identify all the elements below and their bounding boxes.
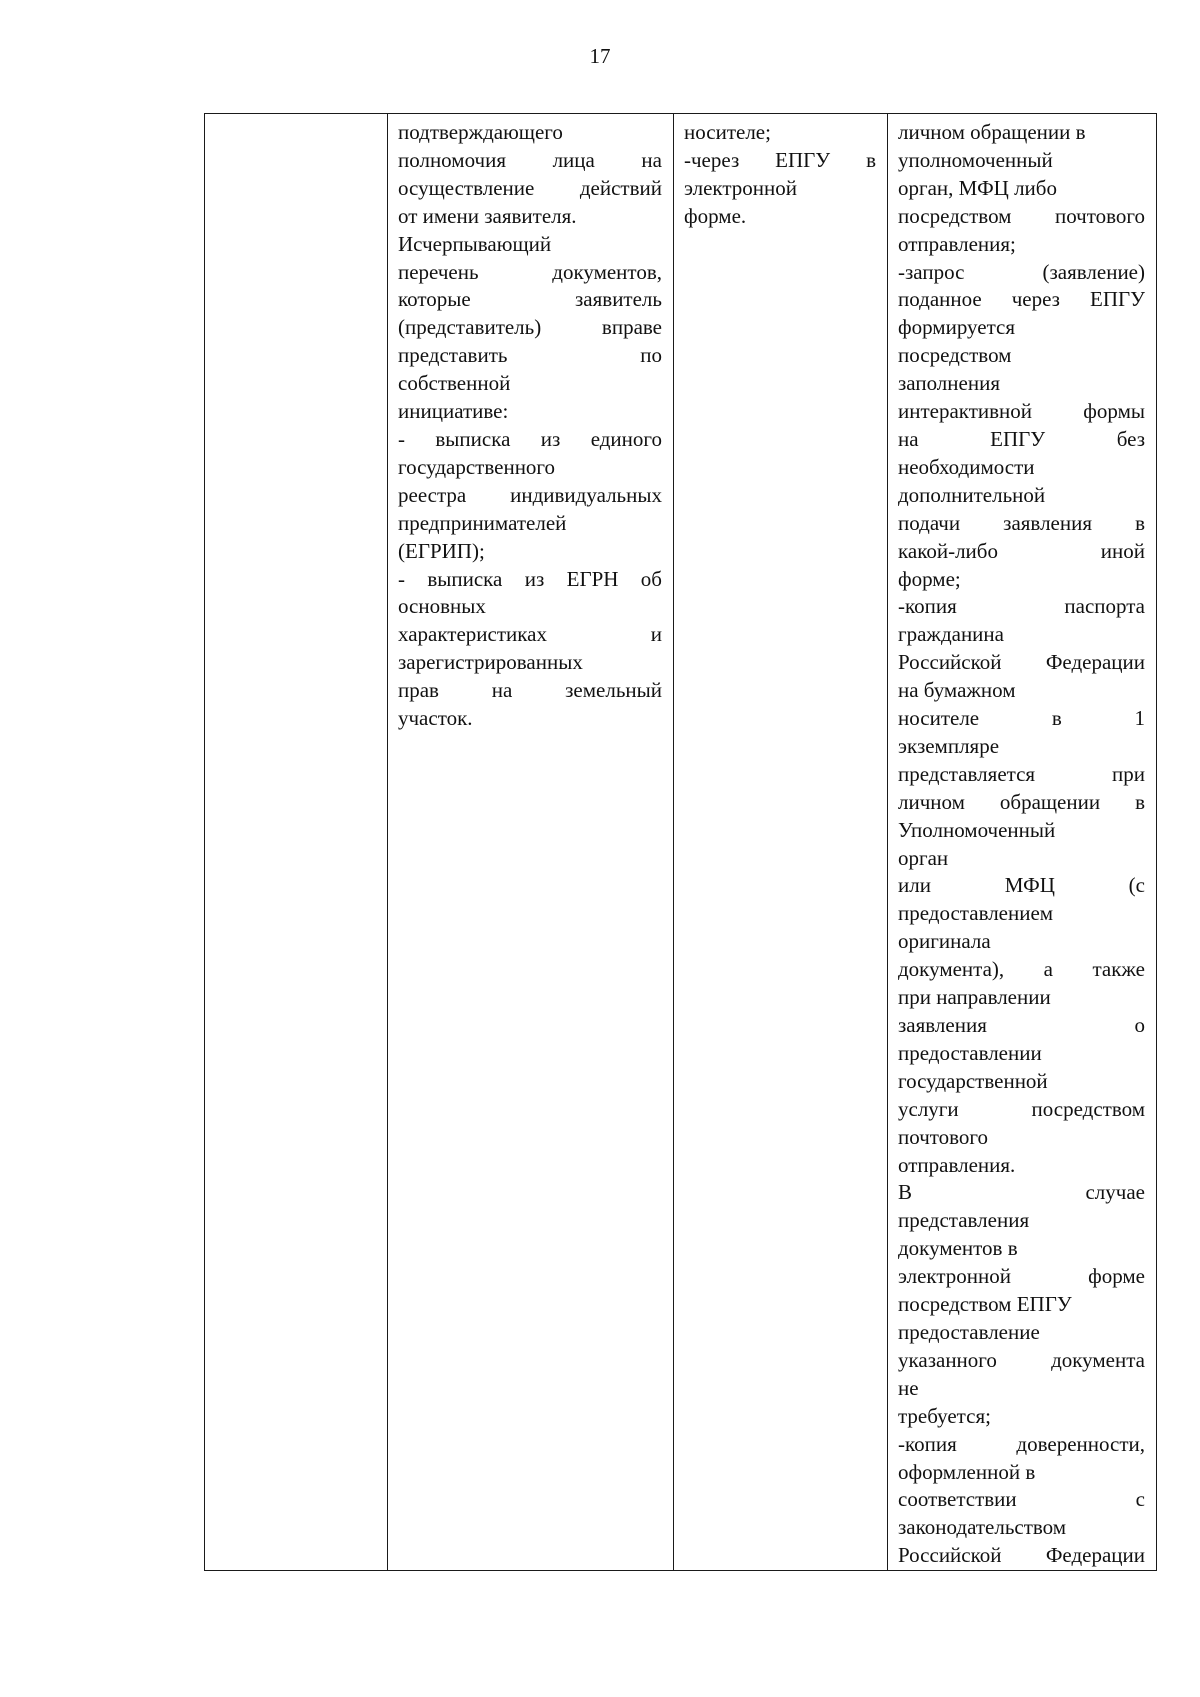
table-cell-submission-method <box>674 114 888 1571</box>
cell-line: орган <box>898 845 949 870</box>
cell-line: почтового <box>898 1124 989 1149</box>
cell-line: участок. <box>398 706 473 731</box>
cell-line: электронной <box>684 175 798 200</box>
cell-line: какой-либо иной <box>898 538 1145 563</box>
cell-line: дополнительной <box>898 482 1046 507</box>
cell-line: В случае <box>898 1180 1145 1205</box>
cell-line: необходимости <box>898 454 1035 479</box>
cell-line: (представитель) вправе <box>398 315 662 340</box>
cell-line: (ЕГРИП); <box>398 538 485 563</box>
cell-line: -копия доверенности, <box>898 1431 1145 1456</box>
cell-line: требуется; <box>898 1403 991 1428</box>
cell-line: представить по <box>398 343 662 368</box>
cell-line: -копия паспорта <box>898 594 1145 619</box>
cell-line: услуги посредством <box>898 1096 1145 1121</box>
cell-line: зарегистрированных <box>398 650 583 675</box>
cell-line: предоставлением <box>898 901 1054 926</box>
cell-line: указанного документа <box>898 1347 1145 1372</box>
cell-line: представляется при <box>898 761 1145 786</box>
cell-line: документа), а также <box>898 957 1145 982</box>
cell-paragraph <box>898 119 1145 1570</box>
cell-line: государственной <box>898 1068 1048 1093</box>
cell-line: носителе; <box>684 120 771 144</box>
table-row <box>205 114 1157 1571</box>
cell-line: заполнения <box>898 371 1000 396</box>
cell-line: основных <box>398 594 486 619</box>
cell-line: собственной <box>398 371 511 396</box>
cell-line: предоставлении <box>898 1040 1042 1065</box>
table-cell-documents-list <box>388 114 674 1571</box>
cell-line: осуществление действий <box>398 175 662 200</box>
cell-line: характеристиках и <box>398 622 662 647</box>
cell-line: отправления; <box>898 231 1016 256</box>
cell-line: на ЕПГУ без <box>898 426 1145 451</box>
cell-line: посредством <box>898 343 1012 368</box>
cell-line: посредством почтового <box>898 203 1145 228</box>
cell-line: документов в <box>898 1236 1018 1261</box>
cell-line: -через ЕПГУ в <box>684 147 876 172</box>
cell-line: отправления. <box>898 1152 1016 1177</box>
cell-line: - выписка из ЕГРН об <box>398 566 662 591</box>
cell-line: оригинала <box>898 929 991 954</box>
table-cell-empty <box>205 114 388 1571</box>
cell-line: представления <box>898 1208 1030 1233</box>
cell-line: предпринимателей <box>398 510 567 535</box>
cell-line: на бумажном <box>898 678 1016 703</box>
cell-line: экземпляре <box>898 733 1000 758</box>
cell-line: не <box>898 1375 919 1400</box>
cell-paragraph <box>684 119 876 231</box>
cell-line: Исчерпывающий <box>398 231 552 256</box>
cell-line: инициативе: <box>398 399 509 424</box>
cell-line: соответствии с <box>898 1487 1145 1512</box>
cell-line: посредством ЕПГУ <box>898 1292 1072 1317</box>
cell-line: заявления о <box>898 1013 1145 1037</box>
cell-line: личном обращении в <box>898 789 1145 814</box>
cell-line: прав на земельный <box>398 678 662 703</box>
page-number: 17 <box>589 44 611 68</box>
cell-line: реестра индивидуальных <box>398 482 662 507</box>
cell-line: - выписка из единого <box>398 426 662 451</box>
cell-line: государственного <box>398 454 556 479</box>
cell-line: форме; <box>898 566 961 591</box>
cell-line: подачи заявления в <box>898 510 1145 535</box>
cell-line: электронной форме <box>898 1264 1145 1289</box>
cell-line: подтверждающего <box>398 120 563 144</box>
cell-line: предоставление <box>898 1319 1040 1344</box>
cell-line: носителе в 1 <box>898 706 1145 731</box>
cell-line: при направлении <box>898 985 1051 1010</box>
cell-line: или МФЦ (с <box>898 873 1145 898</box>
cell-line: Российской Федерации <box>898 650 1145 675</box>
cell-line: от имени заявителя. <box>398 203 577 228</box>
table-cell-submission-details <box>888 114 1157 1571</box>
cell-line: оформленной в <box>898 1459 1036 1484</box>
cell-line: гражданина <box>898 622 1004 647</box>
cell-line: которые заявитель <box>398 287 662 312</box>
cell-line: -запрос (заявление) <box>898 259 1145 284</box>
cell-line: форме. <box>684 203 747 228</box>
cell-line: Уполномоченный <box>898 817 1056 842</box>
cell-line: полномочия лица на <box>398 147 662 172</box>
cell-line: законодательством <box>898 1515 1067 1540</box>
cell-line: формируется <box>898 315 1015 340</box>
cell-line: интерактивной формы <box>898 399 1145 424</box>
cell-line: личном обращении в <box>898 120 1086 144</box>
cell-line: Российской Федерации <box>898 1543 1145 1568</box>
cell-line: уполномоченный <box>898 147 1053 172</box>
cell-line: поданное через ЕПГУ <box>898 287 1145 312</box>
cell-paragraph <box>398 119 662 733</box>
cell-line: орган, МФЦ либо <box>898 175 1057 200</box>
requirements-table <box>204 113 1157 1571</box>
cell-line: перечень документов, <box>398 259 662 284</box>
